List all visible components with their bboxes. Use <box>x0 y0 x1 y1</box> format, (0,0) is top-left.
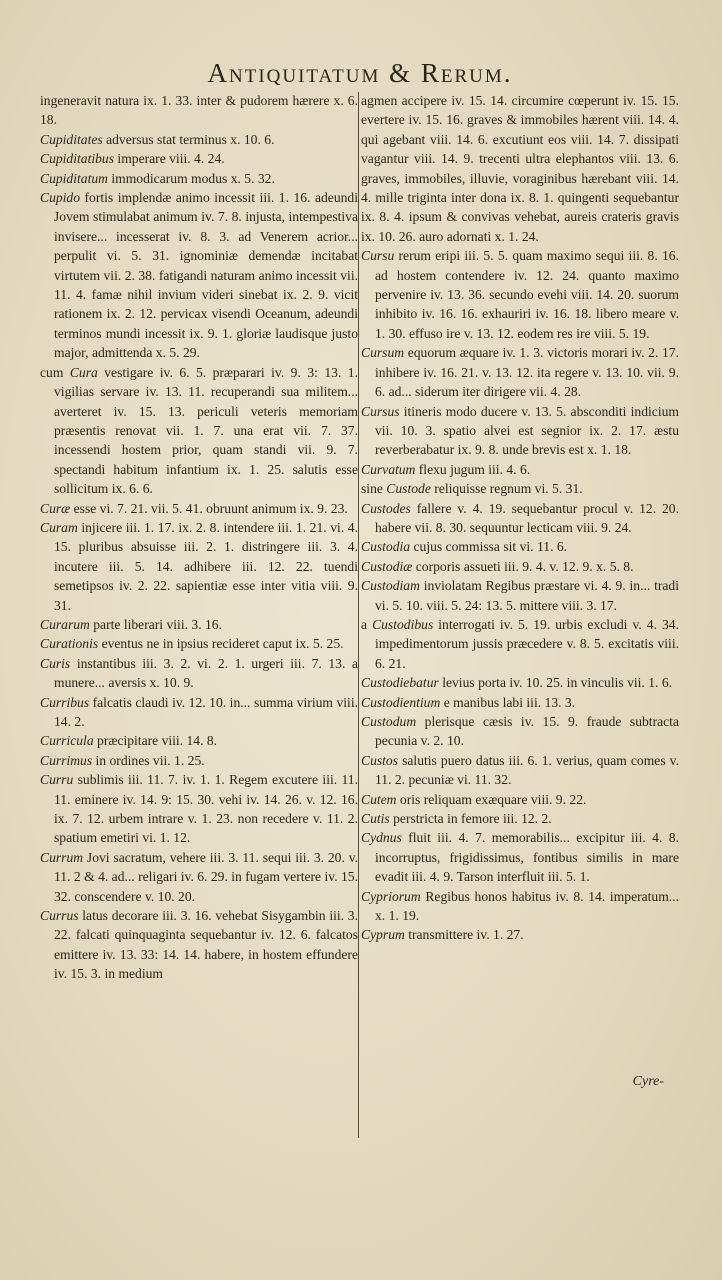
entry-headword: Cyprum <box>361 927 405 943</box>
entry-text: oris reliquam exæquare viii. 9. 22. <box>396 791 587 807</box>
entry-headword: Custode <box>386 481 431 497</box>
entry-text: reliquisse regnum vi. 5. 31. <box>430 481 583 497</box>
entry-headword: Cutem <box>361 791 397 807</box>
entry-headword: Currum <box>40 849 84 865</box>
entry-headword: Curru <box>40 772 74 788</box>
left-column <box>40 91 358 984</box>
index-entry <box>361 460 679 479</box>
entry-text: vestigare iv. 6. 5. præparari iv. 9. 3: 13. 1. vigilias servare iv. 13. 11. recuperandi sua militem... averteret iv. 15. 13. periculi veteris memoriam præsentis renovat vii. 1. 7. una erat vii. 7. 37. incessendi hostem prior, quam standi vii. 9. 7. spectandi habitum infantium ix. 1. 25. salutis esse sollicitum ix. 6. 6. <box>54 364 358 497</box>
entry-text: levius porta iv. 10. 25. in vinculis vii. 1. 6. <box>438 675 673 691</box>
entry-text: instantibus iii. 3. 2. vi. 2. 1. urgeri iii. 7. 13. a munere... aversis x. 10. 9. <box>54 655 358 691</box>
entry-headword: Cupiditatum <box>40 170 108 186</box>
index-entry <box>361 828 679 886</box>
entry-text: fortis implendæ animo incessit iii. 1. 16. adeundi Jovem stimulabat animum iv. 7. 8. injusta, intempestiva invisere... incesserat iv. 8. 3. ad Venerem acrior... perpulit vi. 5. 31. ignominiæ demendæ incitabat virtutem vii. 2. 38. fatigandi naturam animo incessit vii. 11. 4. famæ nihil invium videri sinebat ix. 2. 9. vicit rationem ix. 2. 12. pervicax visendi Oceanum, adeundi terminos mundi incessit ix. 9. 1. gloriæ laudisque justo major, admittenda x. 5. 29. <box>54 190 358 361</box>
entry-headword: Curam <box>40 519 78 535</box>
entry-headword: Custodiebatur <box>361 675 439 691</box>
entry-headword: Cura <box>69 364 98 380</box>
entry-text: rerum eripi iii. 5. 5. quam maximo sequi iii. 8. 16. ad hostem contendere iv. 12. 24. quanto maximo pervenire iv. 13. 36. secundo evehi viii. 14. 20. suorum inhibito iv. 16. 16. exhauriri iv. 16. 18. libero meare v. 1. 30. effuso ire v. 13. 12. eodem res ire viii. 5. 19. <box>375 248 679 341</box>
index-entry <box>361 790 679 809</box>
right-column <box>361 91 679 945</box>
entry-headword: Curvatum <box>361 461 416 477</box>
column-rule <box>358 92 359 1138</box>
entry-text: præcipitare viii. 14. 8. <box>93 733 218 749</box>
index-entry <box>40 731 358 750</box>
index-entry <box>40 499 358 518</box>
index-entry <box>40 693 358 732</box>
index-entry <box>361 479 679 498</box>
entry-headword: Custodibus <box>372 616 434 632</box>
entry-headword: Cursu <box>361 248 395 264</box>
index-entry <box>40 91 358 130</box>
entry-headword: Curribus <box>40 694 90 710</box>
index-entry <box>361 537 679 556</box>
entry-headword: Curæ <box>40 500 71 516</box>
index-entry <box>361 91 679 246</box>
index-entry <box>40 518 358 615</box>
entry-text: esse vi. 7. 21. vii. 5. 41. obruunt animum ix. 9. 23. <box>70 500 348 516</box>
entry-text: latus decorare iii. 3. 16. vehebat Sisygambin iii. 3. 22. falcati quinquaginta sequebantur iv. 12. 6. falcatos emittere iv. 13. 33: 14. 14. habere, in hostem effundere iv. 15. 3. in medium <box>54 908 358 982</box>
index-entry <box>361 246 679 343</box>
entry-headword: Currus <box>40 908 79 924</box>
entry-headword: Curarum <box>40 616 90 632</box>
index-entry <box>40 169 358 188</box>
entry-text: imperare viii. 4. 24. <box>114 151 225 167</box>
index-entry <box>361 751 679 790</box>
index-entry <box>361 693 679 712</box>
index-entry <box>361 673 679 692</box>
entry-text: salutis puero datus iii. 6. 1. verius, quam comes v. 11. 2. pecuniæ vi. 11. 32. <box>375 752 679 788</box>
entry-text: fluit iii. 4. 7. memorabilis... excipitur iii. 4. 8. incorruptus, frigidissimus, fontibus similis in mare evadit iii. 4. 9. Tarson interfluit iii. 5. 1. <box>375 830 679 885</box>
entry-text: inviolatam Regibus præstare vi. 4. 9. in... tradi vi. 5. 10. viii. 5. 24: 13. 5. mittere viii. 3. 17. <box>375 578 679 613</box>
entry-text: plerisque cæsis iv. 15. 9. fraude subtracta pecunia v. 2. 10. <box>375 714 679 749</box>
entry-headword: Custodiam <box>361 578 420 594</box>
entry-text: immodicarum modus x. 5. 32. <box>107 170 275 186</box>
entry-headword: Cursus <box>361 403 400 419</box>
entry-prefix: sine <box>361 481 387 497</box>
entry-headword: Custodia <box>361 539 411 555</box>
index-entry <box>361 615 679 673</box>
entry-text: ingeneravit natura ix. 1. 33. inter & pudorem hærere x. 6. 18. <box>40 93 358 128</box>
index-entry <box>361 402 679 460</box>
index-entry <box>40 770 358 848</box>
index-entry <box>40 654 358 693</box>
entry-headword: Custos <box>361 752 399 768</box>
index-entry <box>361 499 679 538</box>
entry-text: corporis assueti iii. 9. 4. v. 12. 9. x. 5. 8. <box>412 558 634 574</box>
entry-headword: Currimus <box>40 752 93 768</box>
index-entry <box>40 615 358 634</box>
entry-text: injicere iii. 1. 17. ix. 2. 8. intendere iii. 1. 21. vi. 4. 15. pluribus absuisse iii. 2. 1. distringere iii. 3. 4. incutere iii. 5. 14. adhibere iii. 12. 22. tuendi semetipsos iv. 2. 22. sapientiæ esse inter vitia viii. 9. 31. <box>54 519 358 613</box>
entry-text: Regibus honos habitus iv. 8. 14. imperatum... x. 1. 19. <box>375 888 679 924</box>
index-entry <box>361 887 679 926</box>
entry-headword: Custodes <box>361 500 411 516</box>
entry-headword: Curationis <box>40 636 99 652</box>
index-entry <box>361 925 679 944</box>
entry-text: cujus commissa sit vi. 11. 6. <box>410 539 568 555</box>
entry-text: sublimis iii. 11. 7. iv. 1. 1. Regem excutere iii. 11. 11. eminere iv. 14. 9: 15. 30. vehi iv. 14. 26. v. 12. 16. ix. 7. 12. urbem intrare v. 1. 23. non recedere v. 11. 2. spatium emetiri vi. 1. 12. <box>54 772 358 846</box>
entry-headword: Cupiditates <box>40 131 103 147</box>
entry-text: falcatis claudi iv. 12. 10. in... summa virium viii. 14. 2. <box>54 694 358 729</box>
entry-prefix: a <box>361 616 373 632</box>
index-entry <box>361 343 679 401</box>
entry-text: in ordines vii. 1. 25. <box>92 752 205 768</box>
index-entry <box>40 906 358 984</box>
entry-headword: Custodum <box>361 714 417 729</box>
entry-text: interrogati iv. 5. 19. urbis excludi v. 4. 34. impedimentorum jussis præcedere v. 8. 5. excitatis viii. 6. 21. <box>375 616 679 671</box>
index-entry <box>40 848 358 906</box>
entry-headword: Cutis <box>361 811 390 827</box>
index-entry <box>40 130 358 149</box>
entry-text: itineris modo ducere v. 13. 5. absconditi indicium vii. 10. 3. spatio alvei est segnior ix. 2. 17. æstu reverberabatur ix. 9. 8. unde brevis est x. 1. 18. <box>375 403 679 458</box>
index-entry <box>40 188 358 363</box>
entry-text: flexu jugum iii. 4. 6. <box>415 461 531 477</box>
entry-text: transmittere iv. 1. 27. <box>404 927 524 943</box>
entry-headword: Cydnus <box>361 830 402 846</box>
entry-text: equorum æquare iv. 1. 3. victoris morari iv. 2. 17. inhibere iv. 16. 21. v. 13. 12. ita regere v. 13. 10. vii. 9. 6. ad... siderum iter dirigere vii. 4. 28. <box>375 345 679 400</box>
catchword: Cyre- <box>632 1074 664 1089</box>
entry-headword: Cupido <box>40 190 81 206</box>
index-entry <box>40 149 358 168</box>
entry-headword: Cupiditatibus <box>40 151 115 167</box>
entry-text: e manibus labi iii. 13. 3. <box>440 694 576 710</box>
index-entry <box>361 576 679 615</box>
index-entry <box>40 751 358 770</box>
entry-prefix: cum <box>40 364 70 380</box>
entry-text: perstricta in femore iii. 12. 2. <box>389 811 552 827</box>
entry-text: eventus ne in ipsius recideret caput ix. 5. 25. <box>98 636 344 652</box>
entry-text: Jovi sacratum, vehere iii. 3. 11. sequi iii. 3. 20. v. 11. 2 & 4. ad... religari iv. 6. 29. in fugam vertere iv. 15. 32. conscendere v. 10. 20. <box>54 849 358 904</box>
entry-headword: Curis <box>40 655 71 671</box>
entry-text: fallere v. 4. 19. sequebantur procul v. 12. 20. habere vii. 8. 30. sequuntur lecticam viii. 9. 24. <box>375 500 679 535</box>
entry-headword: Custodiæ <box>361 558 413 574</box>
entry-text: parte liberari viii. 3. 16. <box>89 616 222 632</box>
entry-headword: Curricula <box>40 733 94 749</box>
entry-text: adversus stat terminus x. 10. 6. <box>102 131 275 147</box>
index-entry <box>40 634 358 653</box>
index-entry <box>361 557 679 576</box>
index-entry <box>361 809 679 828</box>
entry-headword: Cursum <box>361 345 405 361</box>
entry-headword: Cypriorum <box>361 888 421 904</box>
entry-text: agmen accipere iv. 15. 14. circumire cœperunt iv. 15. 15. evertere iv. 15. 16. graves & immobiles hærent viii. 14. 4. qui agebant viii. 14. 6. excutiunt eos viii. 14. 7. dissipati vagantur viii. 14. 9. trecenti ultra elephantos viii. 13. 6. graves, immobiles, illuvie, voraginibus hærebant viii. 14. 4. mille triginta inter dona ix. 8. 1. quingenti sequebantur ix. 8. 4. ipsum & convivas vehebat, aureis crateris gravis ix. 10. 26. auro adornati x. 1. 24. <box>361 93 679 244</box>
entry-headword: Custodientium <box>361 694 441 710</box>
running-head: Antiquitatum & Rerum. <box>207 58 513 88</box>
index-entry <box>361 712 679 751</box>
index-entry <box>40 363 358 499</box>
